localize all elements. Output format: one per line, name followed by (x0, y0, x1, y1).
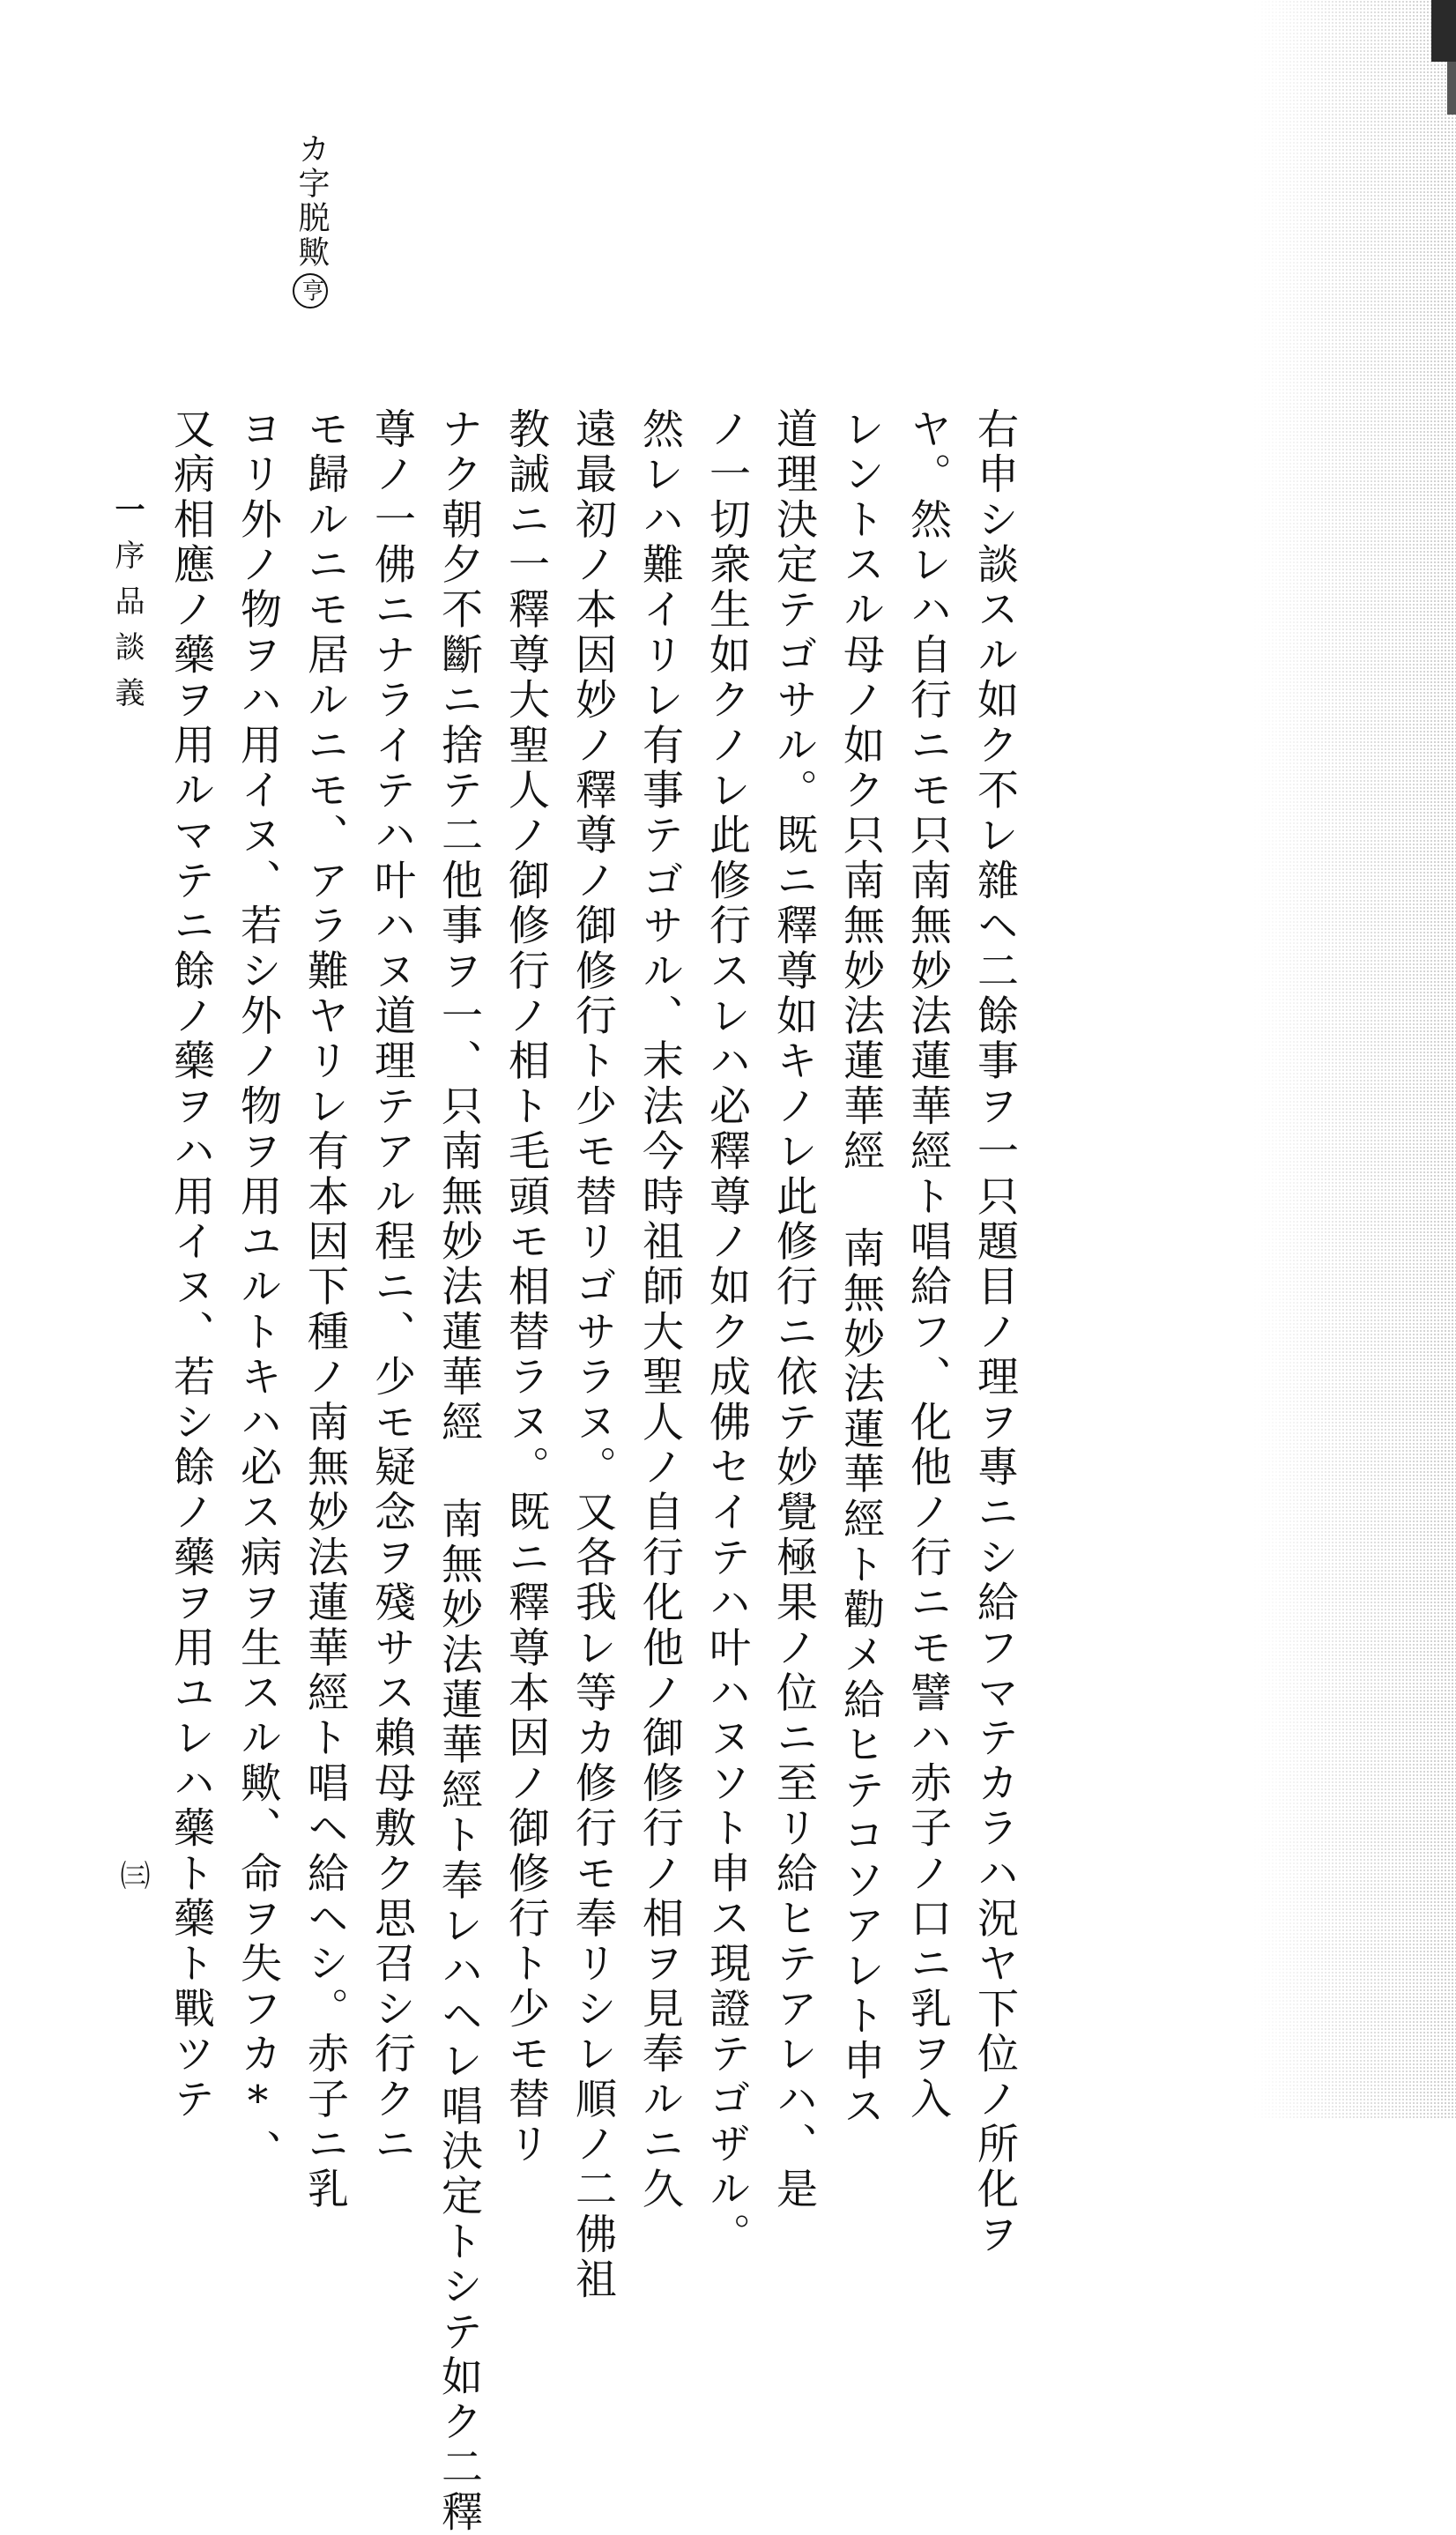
scan-edge-dark-corner (1431, 0, 1456, 62)
body-line: 尊ノ一佛ニナライテハ叶ハヌ道理テアル程ニ、少モ疑念ヲ殘サス賴母敷ク思召シ行クニ (368, 407, 416, 2167)
body-line: ナク朝夕不斷ニ捨テ二他事ヲ一、只南無妙法蓮華經 南無妙法蓮華經ト奉レハヘレ唱決定トシテ如ク二釋 (435, 407, 483, 2535)
chapter-title: 序品談義 (109, 539, 145, 723)
body-line: 又病相應ノ藥ヲ用ルマテニ餘ノ藥ヲハ用イヌ、若シ餘ノ藥ヲ用ユレハ藥ト藥ト戰ツテ (167, 407, 215, 2122)
page-number: ㈢ (115, 1860, 150, 1890)
headnote (289, 132, 333, 309)
scan-edge-dark-strip (1447, 62, 1456, 115)
body-line: モ歸ルニモ居ルニモ、アラ難ヤリレ有本因下種ノ南無妙法蓮華經ト唱ヘ給ヘシ。赤子ニ乳 (301, 407, 349, 2212)
body-line: 教誡ニ一釋尊大聖人ノ御修行ノ相ト毛頭モ相替ラヌ。既ニ釋尊本因ノ御修行ト少モ替リ (501, 407, 550, 2167)
body-line: ヤ。然レハ自行ニモ只南無妙法蓮華經ト唱給フ、化他ノ行ニモ譬ハ赤子ノ口ニ乳ヲ入 (903, 407, 952, 2122)
body-line: ヨリ外ノ物ヲハ用イヌ、若シ外ノ物ヲ用ユルトキハ必ス病ヲ生スル歟、命ヲ失フカ*、 (234, 407, 282, 2174)
headnote-circled-mark: 亨 (293, 273, 328, 309)
running-title (106, 494, 149, 723)
body-line: 道理決定テゴサル。既ニ釋尊如キノレ此修行ニ依テ妙覺極果ノ位ニ至リ給ヒテアレハ、是 (769, 407, 818, 2212)
body-text (167, 407, 1028, 2535)
body-line: レントスル母ノ如ク只南無妙法蓮華經 南無妙法蓮華經ト勸メ給ヒテコソアレト申ス (836, 407, 885, 2130)
headnote-text: カ字脱歟 (293, 132, 330, 270)
body-line: ノ一切衆生如クノレ此修行スレハ必釋尊ノ如ク成佛セイテハ叶ハヌソト申ス現證テゴザル。 (702, 407, 751, 2258)
scan-edge-shadow (1253, 0, 1456, 2119)
body-line: 然レハ難イリレ有事テゴサル、末法今時祖師大聖人ノ自行化他ノ御修行ノ相ヲ見奉ルニ久 (635, 407, 684, 2212)
chapter-number: 一 (109, 494, 145, 539)
body-line: 右申シ談スル如ク不レ雜ヘ二餘事ヲ一只題目ノ理ヲ專ニシ給フマテカラハ況ヤ下位ノ所化ヲ (970, 407, 1019, 2258)
body-line: 遠最初ノ本因妙ノ釋尊ノ御修行ト少モ替リゴサラヌ。又各我レ等カ修行モ奉リシレ順ノ二佛祖 (568, 407, 617, 2303)
